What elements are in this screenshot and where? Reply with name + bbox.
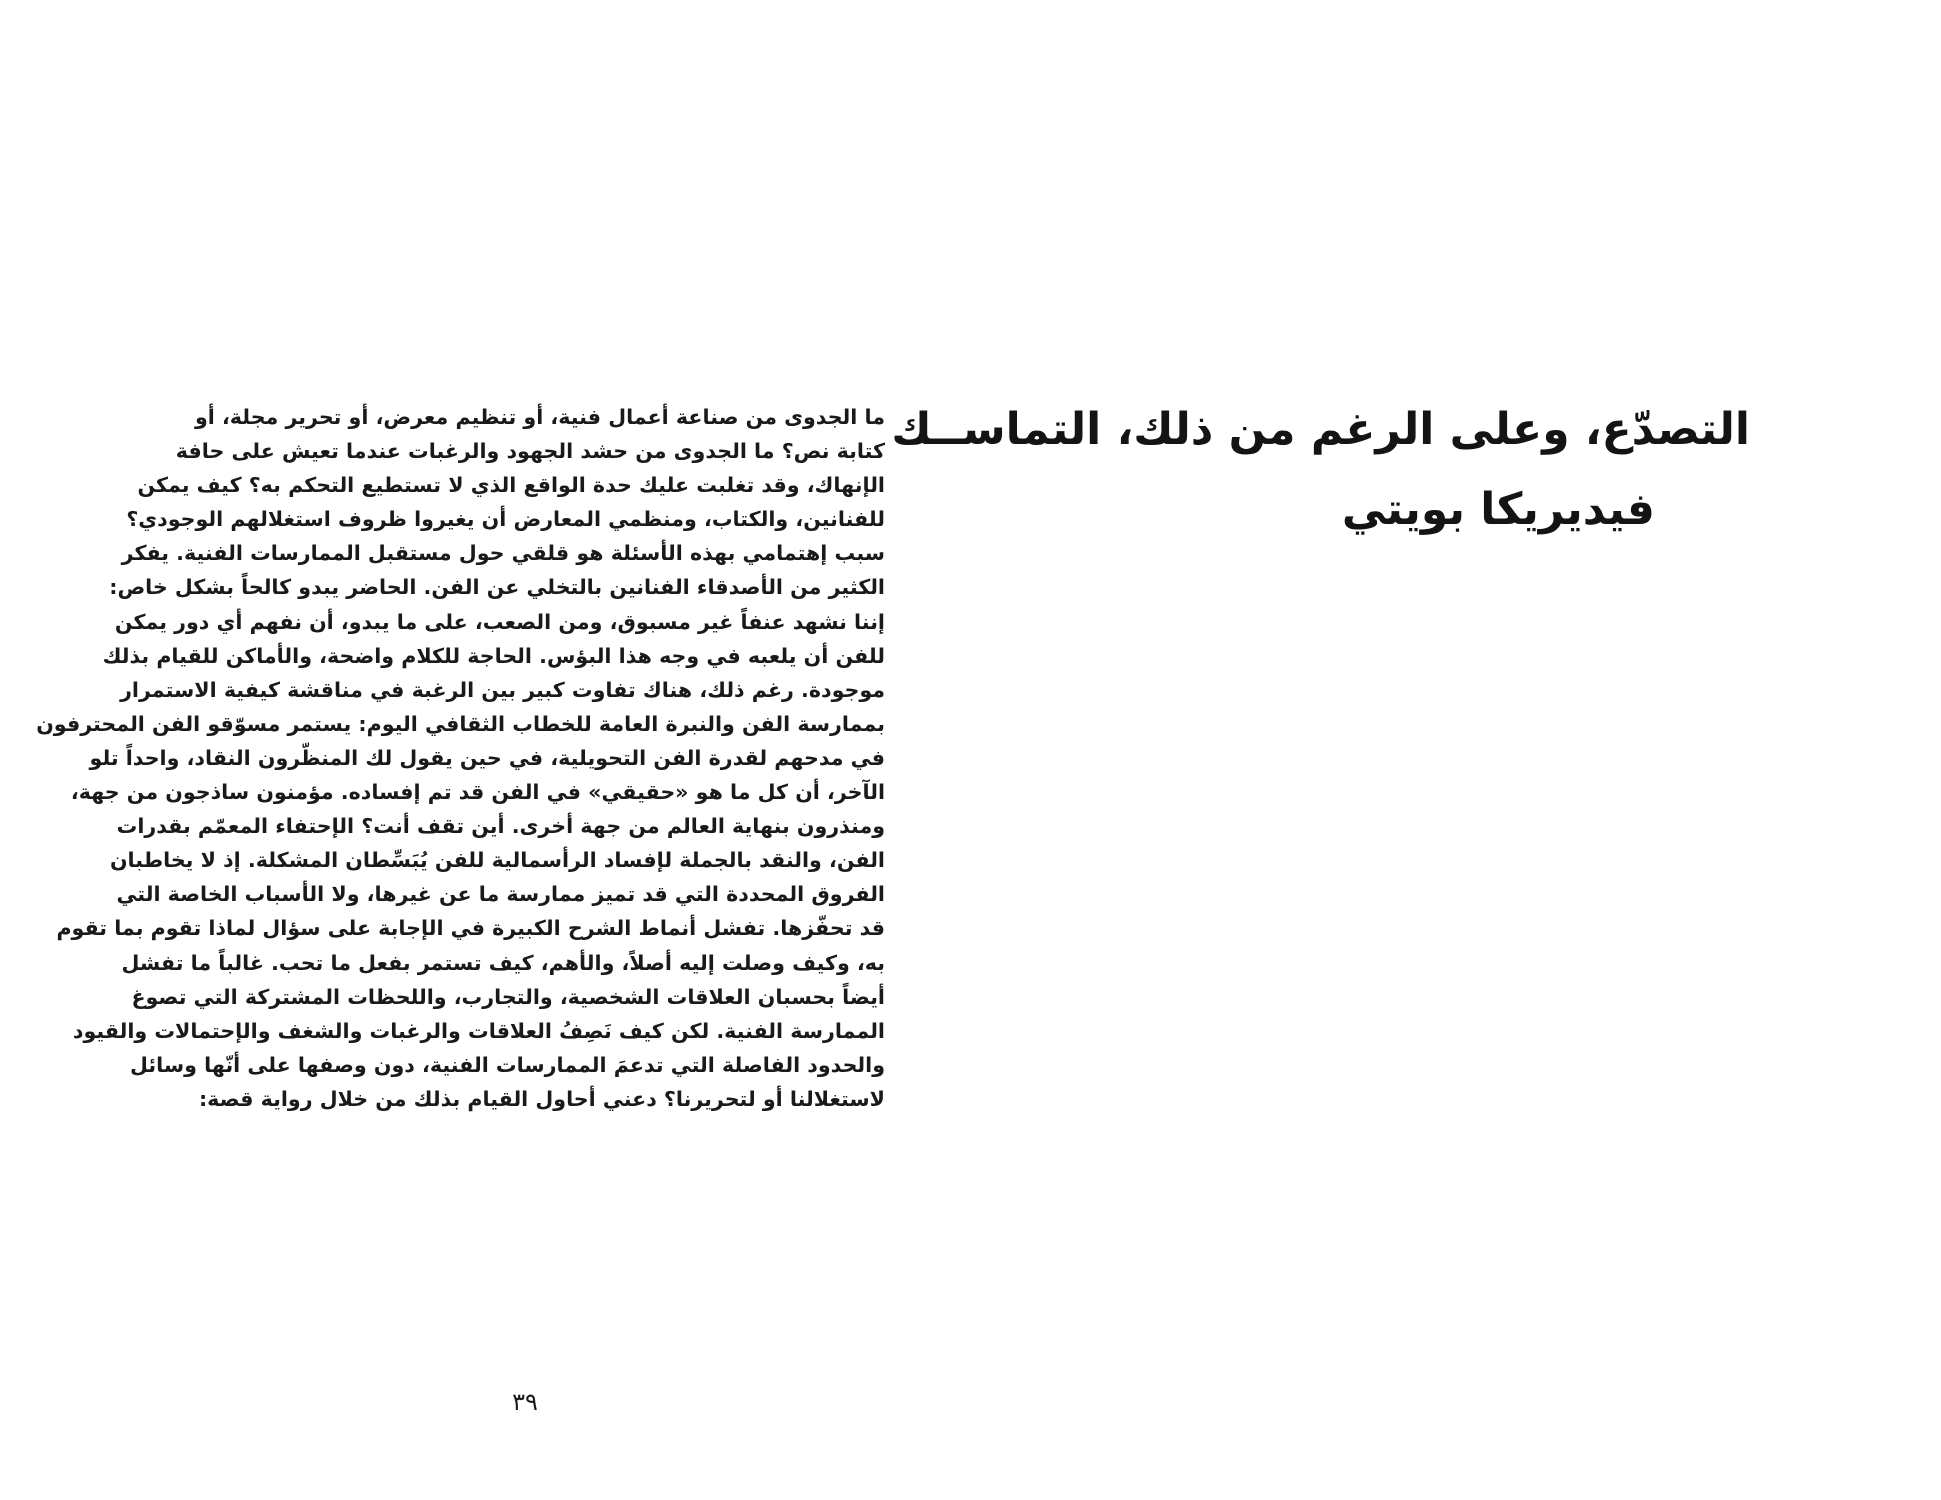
paragraph-line: ومنذرون بنهاية العالم من جهة أخرى. أين تقف أنت؟ الإحتفاء المعمّم بقدرات xyxy=(116,814,885,839)
paragraph-line: الفروق المحددة التي قد تميز ممارسة ما عن غيرها، ولا الأسباب الخاصة التي xyxy=(116,882,885,907)
paragraph-line: به، وكيف وصلت إليه أصلاً، والأهم، كيف تستمر بفعل ما تحب. غالباً ما تفشل xyxy=(121,950,885,975)
paragraph-line: قد تحفّزها. تفشل أنماط الشرح الكبيرة في الإجابة على سؤال لماذا تقوم بما تقوم xyxy=(56,916,885,941)
paragraph-line: إننا نشهد عنفاً غير مسبوق، ومن الصعب، على ما يبدو، أن نفهم أي دور يمكن xyxy=(114,609,885,634)
chapter-author: فيديريكا بويتي xyxy=(1341,484,1655,535)
paragraph-line: للفن أن يلعبه في وجه هذا البؤس. الحاجة للكلام واضحة، والأماكن للقيام بذلك xyxy=(102,643,885,668)
paragraph-line: الإنهاك، وقد تغلبت عليك حدة الواقع الذي لا تستطيع التحكم به؟ كيف يمكن xyxy=(137,473,885,498)
right-page xyxy=(891,0,1940,1500)
paragraph-line: بممارسة الفن والنبرة العامة للخطاب الثقافي اليوم: يستمر مسوّقو الفن المحترفون xyxy=(36,711,885,736)
paragraph-line: أيضاً بحسبان العلاقات الشخصية، والتجارب، واللحظات المشتركة التي تصوغ xyxy=(131,984,885,1009)
paragraph-line: في مدحهم لقدرة الفن التحويلية، في حين يقول لك المنظّرون النقاد، واحداً تلو xyxy=(89,745,885,770)
paragraph-line: والحدود الفاصلة التي تدعمَ الممارسات الفنية، دون وصفها على أنّها وسائل xyxy=(130,1052,885,1077)
paragraph-line: الآخر، أن كل ما هو «حقيقي» في الفن قد تم إفساده. مؤمنون ساذجون من جهة، xyxy=(70,780,885,805)
paragraph-line: سبب إهتمامي بهذه الأسئلة هو قلقي حول مستقبل الممارسات الفنية. يفكر xyxy=(121,541,885,566)
paragraph-line: كتابة نص؟ ما الجدوى من حشد الجهود والرغبات عندما تعيش على حافة xyxy=(175,439,885,464)
page-number: ٣٩ xyxy=(512,1388,538,1416)
paragraph-line: الكثير من الأصدقاء الفنانين بالتخلي عن الفن. الحاضر يبدو كالحاً بشكل خاص: xyxy=(109,575,885,600)
paragraph-line: الممارسة الفنية. لكن كيف نَصِفُ العلاقات والرغبات والشغف والإحتمالات والقيود xyxy=(72,1018,885,1043)
paragraph-line: للفنانين، والكتاب، ومنظمي المعارض أن يغيروا ظروف استغلالهم الوجودي؟ xyxy=(126,507,885,532)
chapter-title: التصدّع، وعلى الرغم من ذلك، التماســك xyxy=(891,404,1750,455)
paragraph-line: الفن، والنقد بالجملة لإفساد الرأسمالية للفن يُبَسِّطان المشكلة. إذ لا يخاطبان xyxy=(109,848,885,873)
paragraph-line: ما الجدوى من صناعة أعمال فنية، أو تنظيم معرض، أو تحرير مجلة، أو xyxy=(194,405,885,429)
chapter-heading xyxy=(891,390,1750,550)
paragraph-line: موجودة. رغم ذلك، هناك تفاوت كبير بين الرغبة في مناقشة كيفية الاستمرار xyxy=(120,677,885,702)
paragraph-line: لاستغلالنا أو لتحريرنا؟ دعني أحاول القيام بذلك من خلال رواية قصة: xyxy=(198,1086,885,1111)
body-paragraph xyxy=(36,400,885,1116)
left-page xyxy=(0,0,970,1500)
